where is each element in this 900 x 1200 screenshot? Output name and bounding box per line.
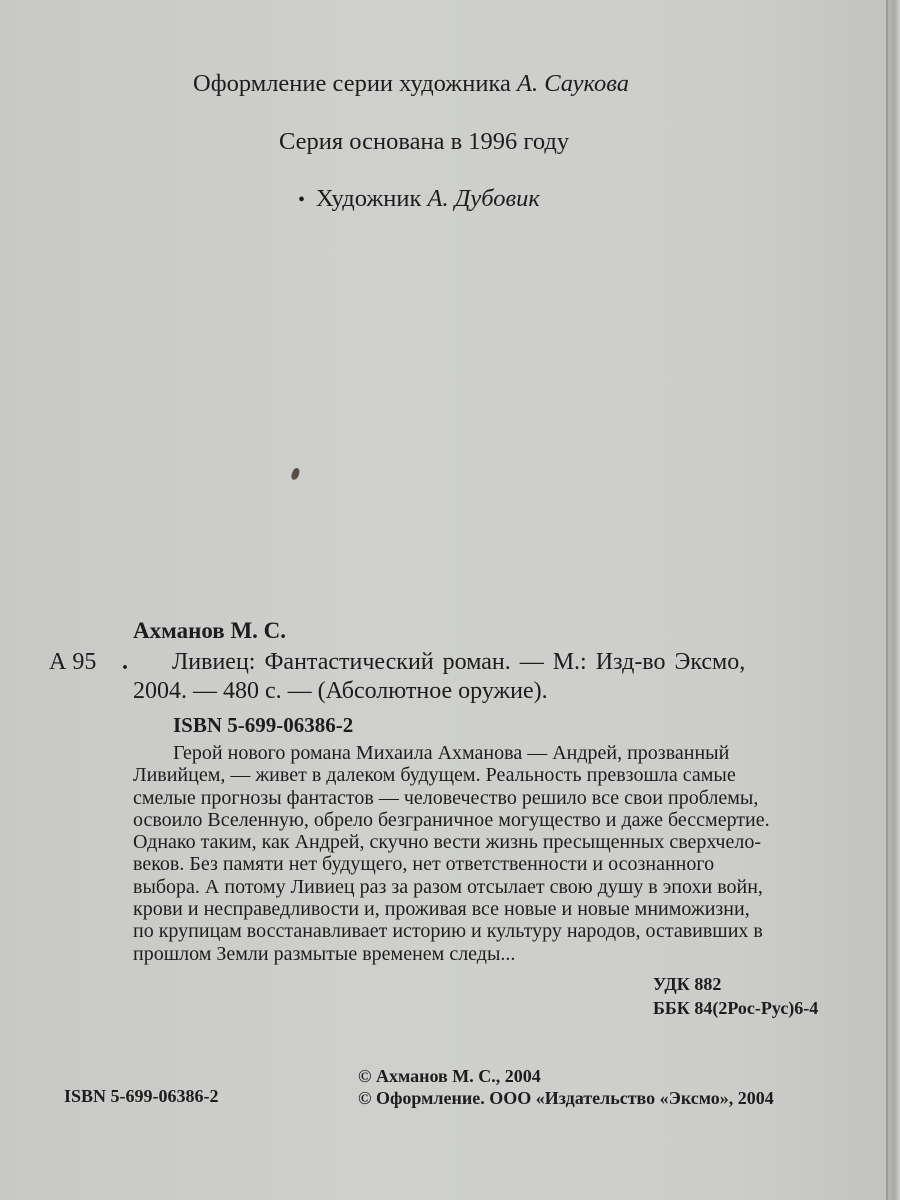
page-edge — [886, 0, 900, 1200]
copyright-author: © Ахманов М. С., 2004 — [358, 1066, 541, 1086]
artist-name: А. Дубовик — [427, 185, 540, 212]
artist-credit — [298, 185, 540, 213]
catalog-code-dot: . — [122, 649, 128, 675]
series-designer-name: А. Саукова — [516, 70, 630, 97]
annotation-line: крови и несправедливости и, проживая все новые и новые мниможизни, — [133, 898, 750, 921]
annotation-line: выбора. А потому Ливиец раз за разом отсылает свою душу в эпохи войн, — [133, 875, 763, 898]
series-design-prefix: Оформление серии художника — [193, 70, 517, 97]
footer-isbn: ISBN 5-699-06386-2 — [64, 1086, 219, 1106]
annotation-line: Ливийцем, — живет в далеком будущем. Реальность превзошла самые — [133, 764, 736, 787]
annotation-line: по крупицам восстанавливает историю и культуру народов, оставивших в — [133, 920, 763, 943]
udk-code: УДК 882 — [653, 974, 722, 994]
annotation-paragraph — [133, 742, 843, 965]
copyright-design: © Оформление. ООО «Издательство «Эксмо», 2004 — [358, 1088, 774, 1108]
annotation-line: Однако таким, как Андрей, скучно вести жизнь пресыщенных сверхчело- — [133, 831, 761, 854]
bibliographic-line-1: Ливиец: Фантастический роман. — М.: Изд-во Эксмо, — [172, 649, 746, 675]
artist-bullet: • — [298, 188, 306, 211]
bbk-code: ББК 84(2Рос-Рус)6-4 — [653, 998, 819, 1018]
annotation-line: Герой нового романа Михаила Ахманова — Андрей, прозванный — [173, 742, 730, 764]
page-edge-line — [886, 0, 888, 1200]
artist-prefix: Художник — [316, 185, 428, 212]
catalog-isbn: ISBN 5-699-06386-2 — [173, 713, 354, 737]
annotation-line: веков. Без памяти нет будущего, нет ответственности и осознанного — [133, 853, 715, 876]
series-founded-text: Серия основана в 1996 году — [279, 128, 570, 155]
annotation-line: освоило Вселенную, обрело безграничное могущество и даже бессмертие. — [133, 808, 770, 831]
series-design-credit — [193, 70, 629, 98]
annotation-line: прошлом Земли размытые временем следы... — [133, 942, 516, 965]
ink-speck — [290, 467, 301, 481]
annotation-line: смелые прогнозы фантастов — человечество решило все свои проблемы, — [133, 786, 759, 809]
catalog-author: Ахманов М. С. — [133, 618, 287, 643]
catalog-code: А 95 — [49, 649, 97, 675]
bibliographic-line-2: 2004. — 480 с. — (Абсолютное оружие). — [133, 678, 548, 704]
